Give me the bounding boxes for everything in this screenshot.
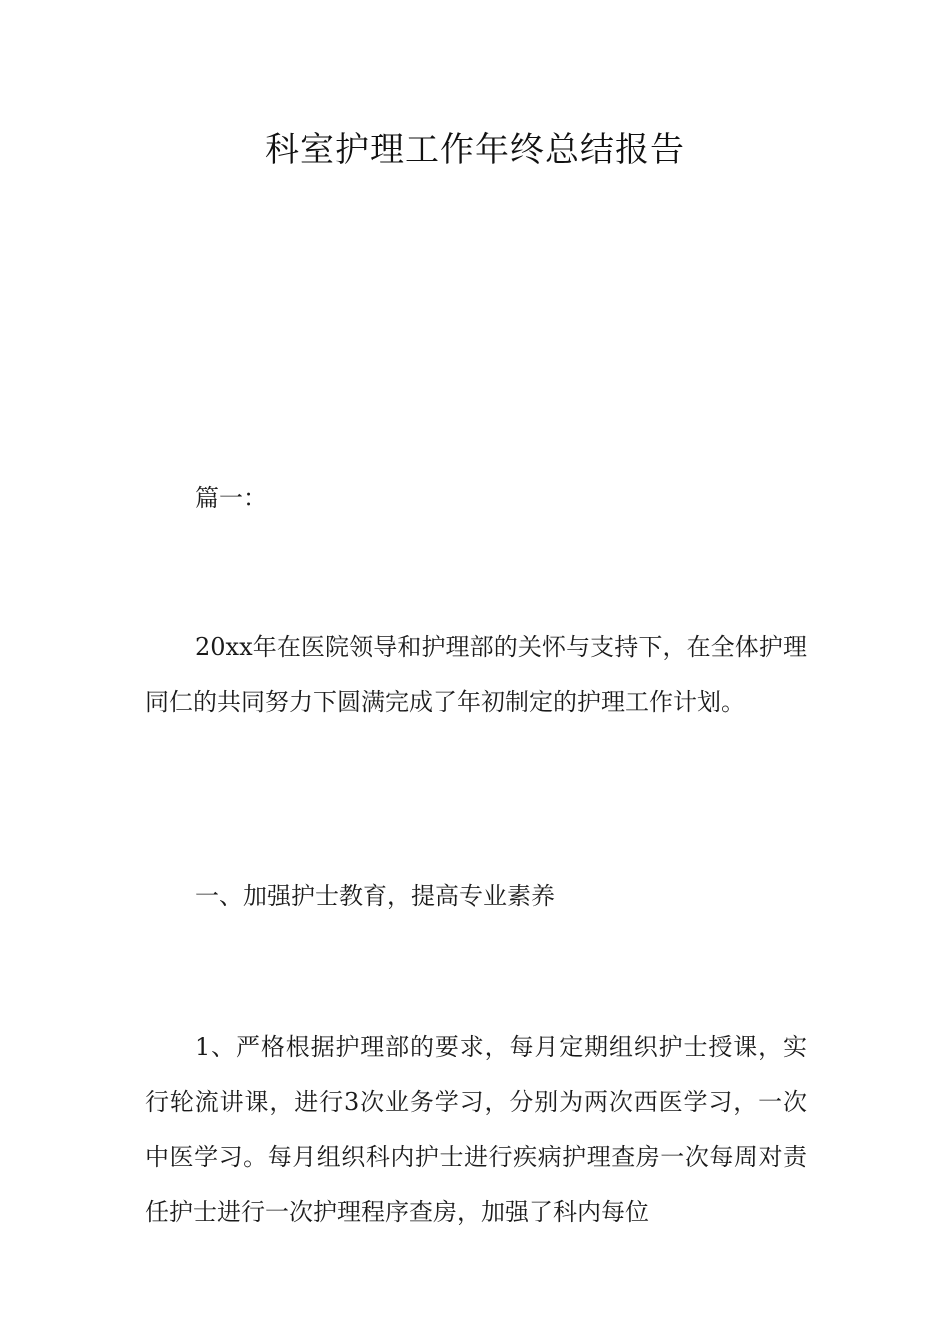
section-heading: 一、加强护士教育，提高专业素养	[195, 882, 555, 910]
list-item-paragraph: 1、严格根据护理部的要求，每月定期组织护士授课，实行轮流讲课，进行3次业务学习，分别为两次西医学习，一次中医学习。每月组织科内护士进行疾病护理查房一次每周对责任护士进行一次护理程序查房，加强了科内每位	[145, 1033, 807, 1226]
intro-paragraph: 20xx年在医院领导和护理部的关怀与支持下，在全体护理同仁的共同努力下圆满完成了年初制定的护理工作计划。	[145, 633, 807, 716]
section-label: 篇一：	[195, 484, 267, 512]
document-title: 科室护理工作年终总结报告	[265, 130, 685, 170]
